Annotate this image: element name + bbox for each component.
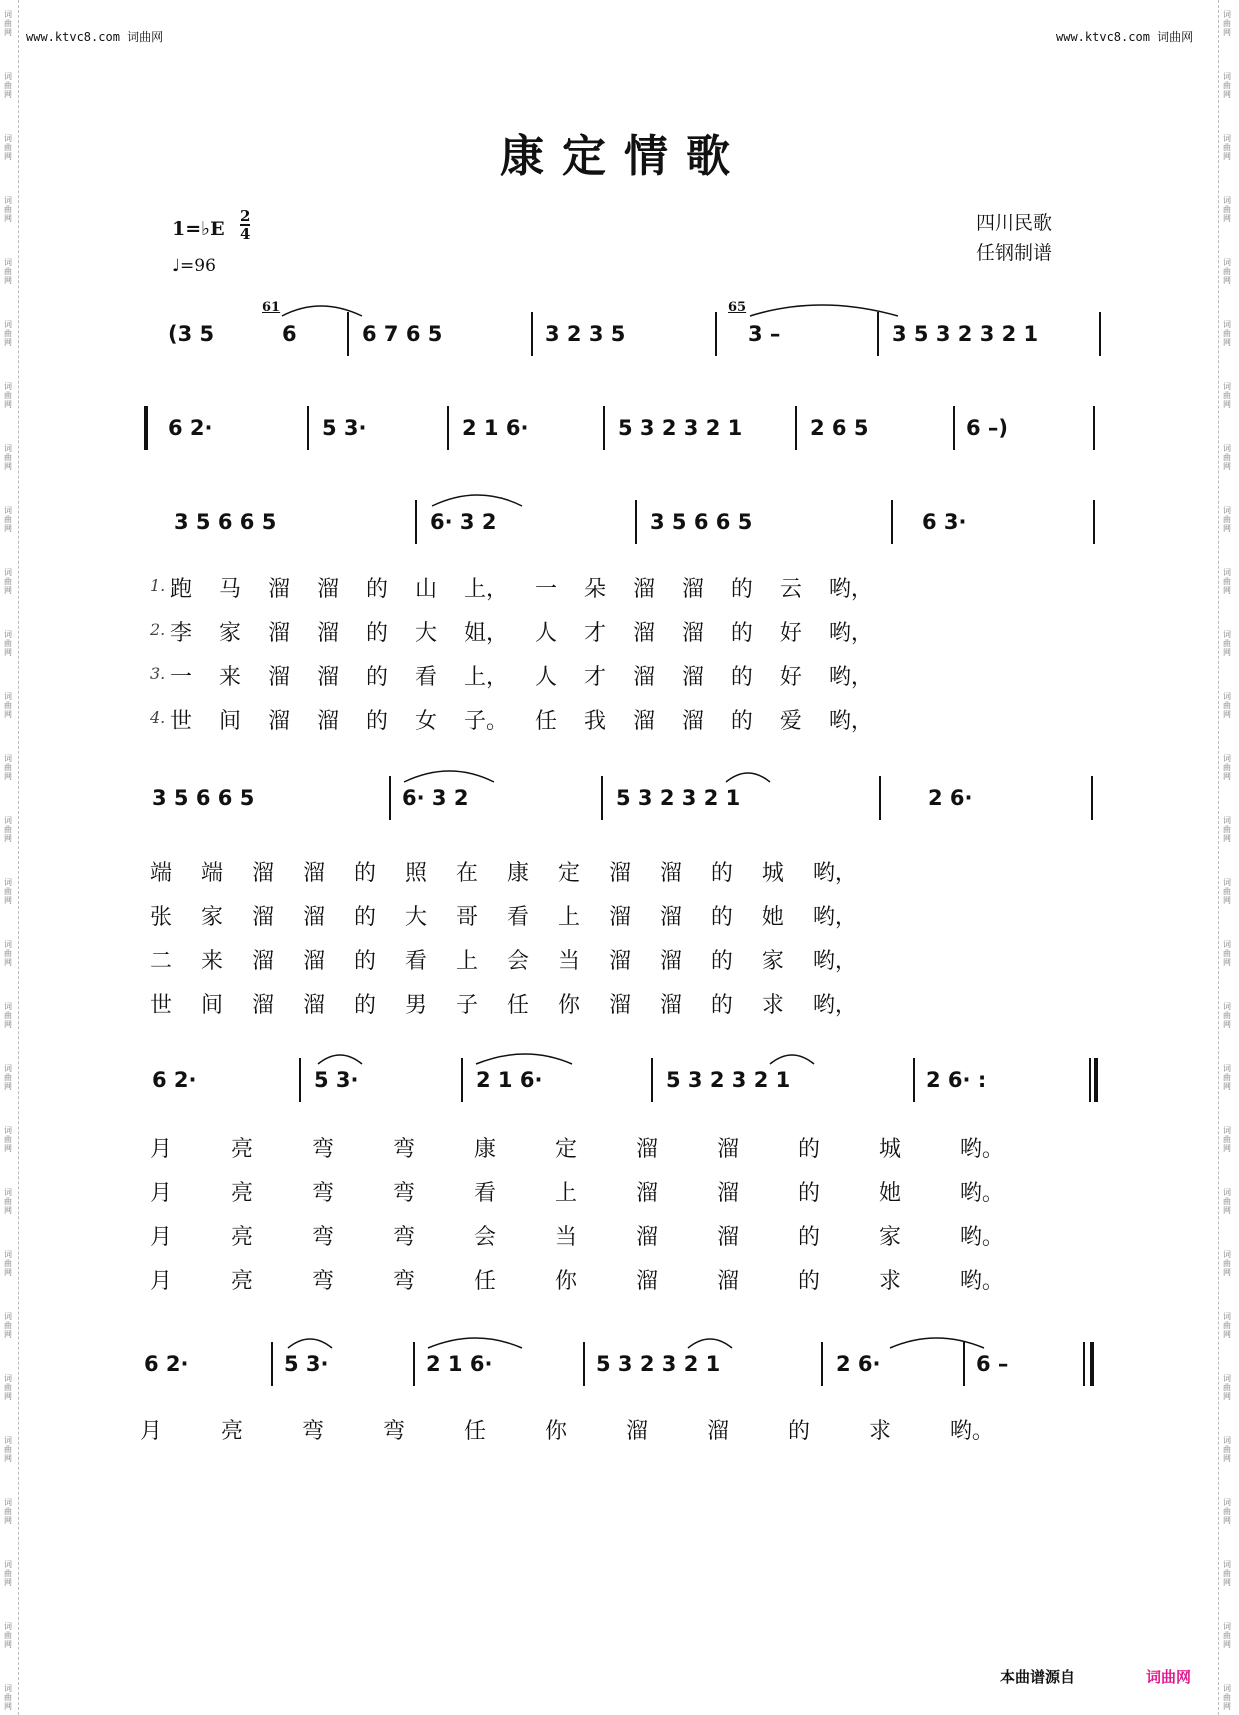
site-url-left: www.ktvc8.com 词曲网 [26,30,164,44]
measure-r6-m2: 5 3· [284,1352,329,1376]
side-watermark-text: 词曲网 [1223,196,1231,223]
measure-r5-m4: 5 3 2 3 2 1 [666,1068,791,1092]
site-url-right: www.ktvc8.com 词曲网 [1056,30,1194,44]
side-watermark-text: 词曲网 [1223,10,1231,37]
lyric-a-1: 跑 马 溜 溜 的 山 上， 一 朵 溜 溜 的 云 哟， [170,577,873,602]
measure-r1-m4: 3 – [748,322,781,346]
lyric-b-3: 二 来 溜 溜 的 看 上 会 当 溜 溜 的 家 哟， [150,949,857,974]
side-watermark-text: 词曲网 [1223,816,1231,843]
lyric-c-1: 月 亮 弯 弯 康 定 溜 溜 的 城 哟。 [150,1137,1004,1162]
side-watermark-text: 词曲网 [1223,1498,1231,1525]
lyric-a-3: 一 来 溜 溜 的 看 上， 人 才 溜 溜 的 好 哟， [170,665,873,690]
side-watermark-text: 词曲网 [4,10,12,37]
side-watermark-text: 词曲网 [4,816,12,843]
side-watermark-text: 词曲网 [1223,1374,1231,1401]
side-watermark-text: 词曲网 [4,1064,12,1091]
side-watermark-text: 词曲网 [4,692,12,719]
grace-note-1: 61 [262,300,281,315]
lyric-b-1: 端 端 溜 溜 的 照 在 康 定 溜 溜 的 城 哟， [150,861,857,886]
measure-r3-m2: 6· 3 2 [430,510,497,534]
slur [318,1055,362,1064]
measure-r2-m4: 5 3 2 3 2 1 [618,416,743,440]
side-watermark-text: 词曲网 [1223,1064,1231,1091]
measure-r2-m2: 5 3· [322,416,367,440]
measure-r4-m4: 2 6· [928,786,973,810]
side-watermark-text: 词曲网 [1223,692,1231,719]
time-bottom: 4 [240,225,251,243]
side-watermark-text: 词曲网 [1223,1002,1231,1029]
measure-r2-m3: 2 1 6· [462,416,529,440]
side-watermark-text: 词曲网 [4,1436,12,1463]
slur [404,771,494,782]
side-watermark-text: 词曲网 [4,1622,12,1649]
lyric-c-2: 月 亮 弯 弯 看 上 溜 溜 的 她 哟。 [150,1181,1004,1206]
measure-r4-m3: 5 3 2 3 2 1 [616,786,741,810]
measure-r5-m2: 5 3· [314,1068,359,1092]
side-watermark-text: 词曲网 [1223,754,1231,781]
measure-r3-m3: 3 5 6 6 5 [650,510,753,534]
measure-r6-m3: 2 1 6· [426,1352,493,1376]
side-watermark-text: 词曲网 [4,878,12,905]
footer-source-site[interactable]: 词曲网 [1146,1668,1192,1686]
side-watermark-text: 词曲网 [1223,568,1231,595]
verse-number-2: 2. [150,620,166,639]
side-watermark-text: 词曲网 [4,1126,12,1153]
verse-number-4: 4. [150,708,166,727]
side-watermark-text: 词曲网 [4,1374,12,1401]
side-watermark-text: 词曲网 [4,1498,12,1525]
side-watermark-text: 词曲网 [1223,72,1231,99]
lyric-a-4: 世 间 溜 溜 的 女 子。 任 我 溜 溜 的 爱 哟， [170,709,873,734]
time-top: 2 [240,207,251,225]
side-watermark-text: 词曲网 [1223,382,1231,409]
lyric-a-2: 李 家 溜 溜 的 大 姐， 人 才 溜 溜 的 好 哟， [170,621,873,646]
measure-r1-m1: (3 5 [168,322,215,346]
measure-r1-m3: 3 2 3 5 [545,322,626,346]
slur [428,1338,522,1348]
measure-r4-m2: 6· 3 2 [402,786,469,810]
side-watermark-text: 词曲网 [4,320,12,347]
side-watermark-text: 词曲网 [1223,878,1231,905]
side-watermark-text: 词曲网 [1223,630,1231,657]
arranger-label: 任钢制谱 [976,242,1053,264]
side-watermark-text: 词曲网 [1223,134,1231,161]
song-title: 康定情歌 [500,131,748,182]
side-watermark-text: 词曲网 [4,1250,12,1277]
measure-r2-m1: 6 2· [168,416,213,440]
slur [476,1054,572,1064]
side-watermark-text: 词曲网 [4,382,12,409]
side-watermark-text: 词曲网 [4,1312,12,1339]
lyric-c-4: 月 亮 弯 弯 任 你 溜 溜 的 求 哟。 [150,1269,1004,1294]
key-signature: 1=♭E [172,218,225,240]
side-watermark-text: 词曲网 [4,754,12,781]
side-watermark-text: 词曲网 [1223,444,1231,471]
lyric-c-3: 月 亮 弯 弯 会 当 溜 溜 的 家 哟。 [150,1225,1004,1250]
slur [770,1055,814,1064]
slur [726,773,770,782]
measure-r2-m5: 2 6 5 [810,416,869,440]
verse-number-1: 1. [150,576,166,595]
slur [890,1338,984,1348]
side-watermark-text: 词曲网 [4,1560,12,1587]
origin-label: 四川民歌 [976,212,1053,234]
side-watermark-text: 词曲网 [1223,1126,1231,1153]
measure-r6-m4: 5 3 2 3 2 1 [596,1352,721,1376]
side-watermark-text: 词曲网 [4,196,12,223]
side-watermark-text: 词曲网 [4,1002,12,1029]
lyric-d: 月 亮 弯 弯 任 你 溜 溜 的 求 哟。 [140,1419,994,1444]
side-watermark-text: 词曲网 [1223,1250,1231,1277]
tempo-mark: ♩=96 [172,256,216,276]
slur [282,306,362,316]
lyric-b-2: 张 家 溜 溜 的 大 哥 看 上 溜 溜 的 她 哟， [150,905,857,930]
measure-r3-m1: 3 5 6 6 5 [174,510,277,534]
side-watermark-text: 词曲网 [4,1188,12,1215]
measure-r4-m1: 3 5 6 6 5 [152,786,255,810]
side-watermark-text: 词曲网 [1223,1684,1231,1711]
side-watermark-text: 词曲网 [1223,1436,1231,1463]
side-watermark-text: 词曲网 [1223,940,1231,967]
side-watermark-text: 词曲网 [4,1684,12,1711]
side-watermark-text: 词曲网 [4,258,12,285]
measure-r5-m5: 2 6· : [926,1068,987,1092]
measure-r1-m2: 6 7 6 5 [362,322,443,346]
measure-r2-m6: 6 –) [966,416,1009,440]
side-watermark-text: 词曲网 [4,568,12,595]
measure-r5-m3: 2 1 6· [476,1068,543,1092]
measure-r6-m5: 2 6· [836,1352,881,1376]
side-watermark-text: 词曲网 [4,72,12,99]
side-watermark-text: 词曲网 [4,630,12,657]
measure-r3-m4: 6 3· [922,510,967,534]
slur [432,495,522,506]
measure-r6-m6: 6 – [976,1352,1009,1376]
lyric-b-4: 世 间 溜 溜 的 男 子 任 你 溜 溜 的 求 哟， [150,993,857,1018]
grace-note-2: 65 [728,300,747,315]
measure-r1-m5: 3 5 3 2 3 2 1 [892,322,1039,346]
slur [750,305,898,316]
side-watermark-text: 词曲网 [4,940,12,967]
slur [688,1339,732,1348]
side-watermark-text: 词曲网 [1223,1560,1231,1587]
side-watermark-text: 词曲网 [1223,506,1231,533]
side-watermark-text: 词曲网 [1223,320,1231,347]
verse-number-3: 3. [150,664,166,683]
side-watermark-text: 词曲网 [1223,258,1231,285]
side-watermark-text: 词曲网 [1223,1622,1231,1649]
side-watermark-text: 词曲网 [4,134,12,161]
measure-r6-m1: 6 2· [144,1352,189,1376]
slur [288,1339,332,1348]
side-watermark-text: 词曲网 [4,506,12,533]
measure-r5-m1: 6 2· [152,1068,197,1092]
side-watermark-text: 词曲网 [1223,1312,1231,1339]
side-watermark-text: 词曲网 [1223,1188,1231,1215]
side-watermark-text: 词曲网 [4,444,12,471]
footer-source-label: 本曲谱源自 [1000,1668,1076,1686]
measure-r1-m1b: 6 [282,322,297,346]
